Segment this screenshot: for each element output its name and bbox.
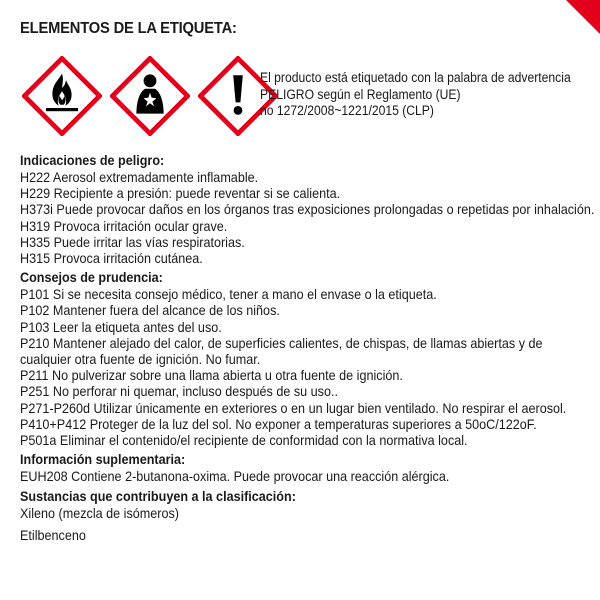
precaution-line: P103 Leer la etiqueta antes del uso. (20, 318, 222, 335)
precaution-line: P210 Mantener alejado del calor, de superficies calientes, de chispas, de llamas abiertas y de cualquier otra fuente de ignición. No fumar. (20, 334, 543, 368)
hazard-line: H222 Aerosol extremadamente inflamable. (20, 169, 259, 185)
substance-line: Etilbenceno (20, 526, 86, 543)
label-content (20, 149, 596, 543)
substances-heading: Sustancias que contribuyen a la clasificación: (20, 488, 296, 505)
ghs-pictograms (22, 56, 278, 136)
hazard-line: H319 Provoca irritación ocular grave. (20, 217, 228, 234)
health-hazard-icon (110, 56, 190, 136)
corner-accent (566, 0, 600, 34)
hazard-line: H373i Puede provocar daños en los órganos tras exposiciones prolongadas o repetidas por inhalación. (20, 201, 595, 218)
hazard-line: H335 Puede irritar las vías respiratorias. (20, 233, 245, 250)
precaution-line: P101 Si se necesita consejo médico, tener a mano el envase o la etiqueta. (20, 286, 437, 303)
warning-line: El producto está etiquetado con la palabra de advertencia (260, 70, 571, 85)
page-title: ELEMENTOS DE LA ETIQUETA: (20, 20, 237, 37)
signal-word-statement (260, 70, 571, 120)
hazard-line: H229 Recipiente a presión: puede reventar si se calienta. (20, 185, 341, 202)
warning-line: PELIGRO según el Reglamento (UE) (260, 86, 461, 102)
precaution-heading: Consejos de prudencia: (20, 269, 163, 286)
precaution-line: P251 No perforar ni quemar, incluso después de su uso.. (20, 383, 338, 400)
precaution-line: P410+P412 Proteger de la luz del sol. No exponer a temperaturas superiores a 50oC/122oF. (20, 415, 537, 432)
precaution-line: P211 No pulverizar sobre una llama abierta u otra fuente de ignición. (20, 367, 403, 384)
supplementary-line: EUH208 Contiene 2-butanona-oxima. Puede provocar una reacción alérgica. (20, 468, 450, 485)
precaution-line: P501a Eliminar el contenido/el recipiente de conformidad con la normativa local. (20, 432, 468, 449)
hazard-heading: Indicaciones de peligro: (20, 152, 165, 168)
precaution-line: P102 Mantener fuera del alcance de los niños. (20, 302, 280, 319)
hazard-line: H315 Provoca irritación cutánea. (20, 250, 203, 267)
supplementary-heading: Información suplementaria: (20, 451, 186, 468)
substance-line: Xileno (mezcla de isómeros) (20, 505, 179, 522)
flame-icon (22, 56, 102, 136)
warning-line: no 1272/2008~1221/2015 (CLP) (260, 103, 434, 118)
precaution-line: P271-P260d Utilizar únicamente en exteriores o en un lugar bien ventilado. No respirar el aerosol. (20, 399, 567, 416)
